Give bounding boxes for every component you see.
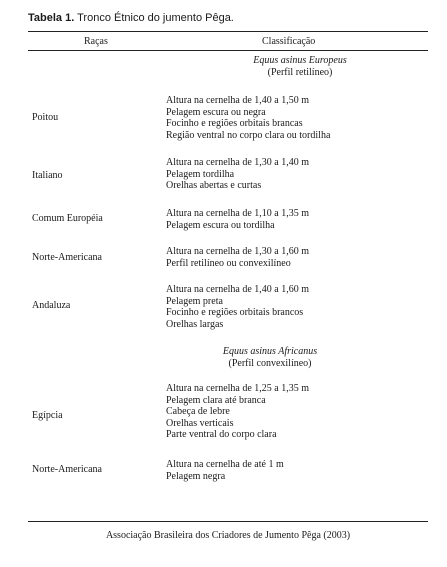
breed-traits [166, 284, 309, 330]
trait-line: Pelagem tordilha [166, 168, 235, 180]
trait-line: Orelhas largas [166, 318, 224, 330]
profile-name: (Perfil convexilíneo) [228, 358, 312, 369]
top-rule [28, 31, 428, 32]
breed-traits [166, 208, 309, 231]
column-header-classificacao: Classificação [262, 36, 316, 47]
trait-line: Focinho e regiões orbitais brancos [166, 307, 304, 318]
trait-line: Parte ventral do corpo clara [166, 429, 277, 440]
trait-line: Região ventral no corpo clara ou tordilha [166, 129, 331, 141]
trait-line: Cabeça de lebre [166, 406, 230, 417]
breed-name: Egípcia [32, 410, 63, 421]
breed-traits [166, 95, 330, 141]
trait-line: Orelhas verticais [166, 417, 234, 429]
table-title: Tronco Étnico do jumento Pêga. [77, 12, 234, 24]
trait-line: Pelagem escura ou negra [166, 106, 266, 118]
trait-line: Altura na cernelha de 1,10 a 1,35 m [166, 208, 310, 219]
group-subheader-africanus [150, 346, 390, 370]
group-subheader-europeus [180, 55, 420, 79]
trait-line: Altura na cernelha de 1,25 a 1,35 m [166, 383, 310, 394]
source-footer: Associação Brasileira dos Criadores de Jumento Pêga (2003) [105, 530, 351, 541]
profile-name: (Perfil retilíneo) [267, 67, 333, 78]
table-label: Tabela 1. [28, 12, 75, 24]
trait-line: Altura na cernelha de 1,40 a 1,50 m [166, 95, 310, 106]
breed-traits [166, 246, 309, 269]
trait-line: Pelagem preta [166, 295, 223, 307]
breed-traits [166, 459, 284, 482]
breed-name: Norte-Americana [32, 252, 102, 263]
species-name: Equus asinus Africanus [222, 346, 318, 357]
species-name: Equus asinus Europeus [253, 55, 347, 66]
trait-line: Pelagem clara até branca [166, 394, 266, 406]
trait-line: Focinho e regiões orbitais brancas [166, 118, 303, 129]
trait-line: Perfil retilíneo ou convexilíneo [166, 257, 291, 269]
breed-name: Andaluza [32, 300, 71, 311]
header-rule [28, 50, 428, 51]
breed-traits [166, 157, 309, 192]
bottom-rule [28, 521, 428, 522]
breed-traits [166, 383, 309, 441]
trait-line: Altura na cernelha de 1,40 a 1,60 m [166, 284, 310, 295]
trait-line: Pelagem negra [166, 470, 226, 482]
trait-line: Altura na cernelha de 1,30 a 1,60 m [166, 246, 310, 257]
trait-line: Orelhas abertas e curtas [166, 180, 262, 191]
column-header-racas: Raças [84, 36, 108, 47]
trait-line: Altura na cernelha de até 1 m [166, 459, 284, 470]
trait-line: Pelagem escura ou tordilha [166, 219, 275, 231]
trait-line: Altura na cernelha de 1,30 a 1,40 m [166, 157, 310, 168]
breed-name: Norte-Americana [32, 464, 102, 475]
breed-name: Comum Européia [32, 213, 103, 224]
table-caption [28, 12, 234, 24]
breed-name: Poitou [32, 112, 59, 123]
breed-name: Italiano [32, 170, 63, 181]
